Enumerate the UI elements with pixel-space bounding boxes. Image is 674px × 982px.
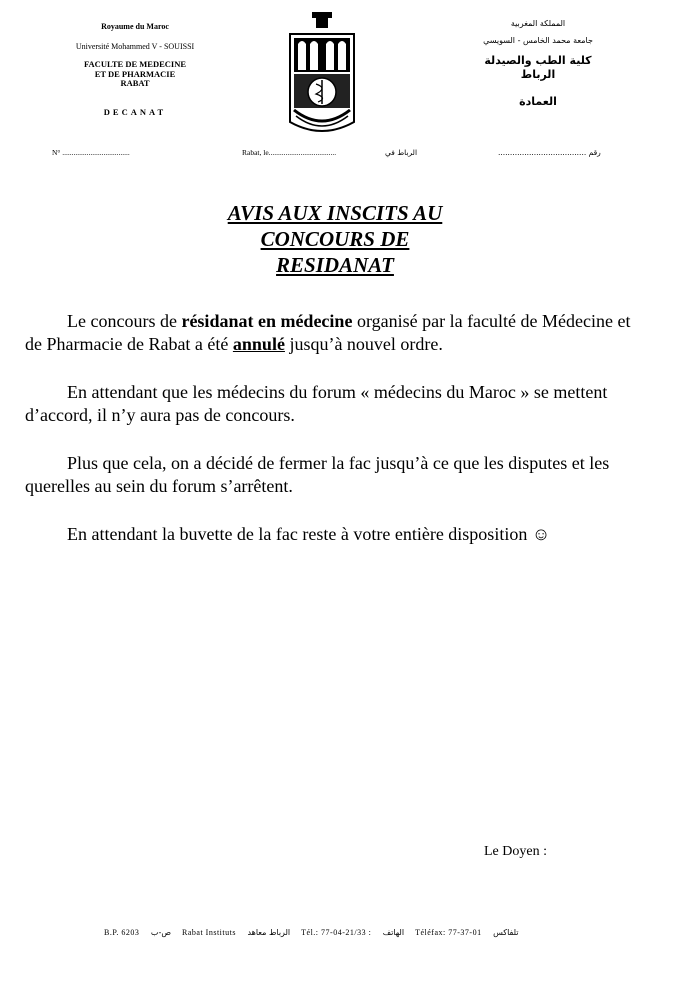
p1-bold-residanat: résidanat en médecine: [181, 311, 353, 331]
faculty-line-1: FACULTE DE MEDECINE: [83, 59, 187, 69]
title-line-2: CONCOURS DE: [260, 227, 410, 251]
footer-institut-ar: الرباط معاهد: [247, 928, 291, 937]
p1-text-e: jusqu’à nouvel ordre.: [284, 334, 443, 354]
signature-label: Le Doyen :: [484, 844, 547, 859]
notice-title: [150, 200, 520, 278]
notice-body: [25, 310, 637, 571]
paragraph-2: En attendant que les médecins du forum « médecins du Maroc » se mettent d’accord, il n’y aura pas de concours.: [25, 382, 608, 425]
p1-text-a: Le concours de: [67, 311, 182, 331]
paragraph-1: [25, 310, 637, 356]
reference-number-field-ar: ..................................... رقم: [498, 148, 601, 157]
faculty-line-3: RABAT: [120, 78, 150, 88]
office-name-ar: العمادة: [519, 95, 557, 108]
faculty-name-ar: [458, 54, 618, 82]
footer-bp: B.P. 6203: [104, 928, 140, 937]
university-name: Université Mohammed V - SOUISSI: [75, 42, 195, 51]
p1-bold-annule: annulé: [232, 334, 285, 354]
faculty-line-2-ar: الرباط: [520, 68, 556, 81]
footer-fax-ar: تلفاكس: [493, 928, 519, 937]
date-field-ar: الرباط في: [385, 148, 418, 157]
country-name: Royaume du Maroc: [101, 22, 169, 31]
date-field: Rabat, le....................................: [242, 148, 337, 157]
footer-bp-ar: ص-ب: [150, 928, 171, 937]
footer-fax: Téléfax: 77-37-01: [415, 928, 482, 937]
reference-number-field: N° ....................................: [52, 148, 130, 157]
faculty-line-2: ET DE PHARMACIE: [94, 68, 176, 79]
letterhead-left: [50, 22, 220, 117]
faculty-name: [50, 60, 220, 89]
footer-tel: Tél.: 77-04-21/33 :: [301, 928, 372, 937]
paragraph-3: Plus que cela, on a décidé de fermer la fac jusqu’à ce que les disputes et les querelles au sein du forum s’arrêtent.: [25, 453, 610, 496]
letterhead-right: [458, 18, 618, 107]
university-emblem-icon: [282, 12, 362, 142]
footer-tel-ar: الهاتف: [382, 928, 405, 937]
office-name: DECANAT: [103, 106, 167, 117]
footer-address: [104, 928, 527, 937]
paragraph-4: En attendant la buvette de la fac reste à votre entière disposition ☺: [67, 524, 551, 544]
title-line-1: AVIS AUX INSCITS AU: [227, 201, 443, 225]
title-line-3: RESIDANAT: [276, 253, 394, 277]
university-name-ar: جامعة محمد الخامس - السويسي: [483, 36, 593, 45]
country-name-ar: المملكة المغربية: [510, 19, 566, 28]
footer-institut: Rabat Instituts: [182, 928, 236, 937]
faculty-line-1-ar: كلية الطب والصيدلة: [484, 54, 592, 67]
p1-text-c: organisé par la faculté de Médecine et de Pharmacie de Rabat a été: [25, 311, 631, 354]
